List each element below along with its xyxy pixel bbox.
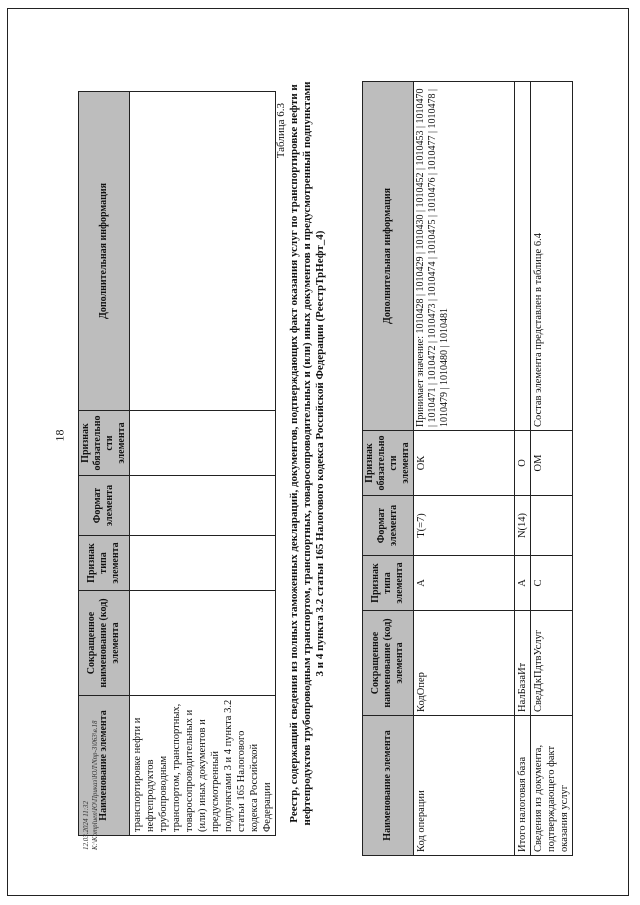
cell-extra: Принимает значение: 1010428 | 1010429 | 1010430 | 1010452 | 1010453 | 1010470 | 1010471 | 1010472 | 1010473 | 1010474 | 1010475 | 1010476 | 1010477 | 1010478 | 1010479 | 1010480 | 1010481 [414, 82, 515, 431]
header-required: Признак обязательности элемента [79, 411, 130, 476]
cell-short: НалБазаИт [515, 611, 531, 716]
cell-format: N(14) [515, 496, 531, 556]
table-row [414, 82, 515, 856]
header-type: Признак типа элемента [363, 556, 414, 611]
cell-required [130, 411, 276, 476]
header-extra: Дополнительная информация [79, 92, 130, 411]
table-header-row [363, 82, 414, 856]
footer-path: К:\Kompluen\Ю\Приказ\ЮЛ\Nпр-З\063\в.18 [91, 720, 99, 850]
header-name: Наименование элемента [363, 716, 414, 856]
header-name: Наименование элемента [79, 696, 130, 836]
rotated-content [70, 81, 570, 856]
cell-extra [130, 92, 276, 411]
cell-type: С [531, 556, 573, 611]
cell-required: ОМ [531, 431, 573, 496]
cell-type: А [414, 556, 515, 611]
cell-format [531, 496, 573, 556]
header-extra: Дополнительная информация [363, 82, 414, 431]
cell-short: СведДкПдтвУслуг [531, 611, 573, 716]
cell-name: транспортировке нефти и нефтепродуктов трубопроводным транспортом, транспортных, товаросопроводительных и (или) иных документов и предусмотренный подпунктами 3 и 4 пункта 3.2 статьи 165 Налогового кодекса Российской Федерации [130, 696, 276, 836]
header-required: Признак обязательности элемента [363, 431, 414, 496]
cell-extra [515, 82, 531, 431]
table-row [515, 82, 531, 856]
continuation-table [78, 91, 276, 836]
registry-table [362, 81, 573, 856]
table-row [531, 82, 573, 856]
table-caption: Таблица 6.3 [275, 103, 287, 159]
footer-timestamp: 12.03.2024 11:32 [82, 800, 90, 850]
header-short: Сокращенное наименование (код) элемента [363, 611, 414, 716]
cell-name: Сведения из документа, подтверждающего факт оказания услуг [531, 716, 573, 856]
table-row [130, 92, 276, 836]
cell-format: T(=7) [414, 496, 515, 556]
cell-required: О [515, 431, 531, 496]
cell-type: А [515, 556, 531, 611]
cell-short: КодОпер [414, 611, 515, 716]
cell-extra: Состав элемента представлен в таблице 6.4 [531, 82, 573, 431]
header-format: Формат элемента [79, 476, 130, 536]
cell-name: Код операции [414, 716, 515, 856]
header-format: Формат элемента [363, 496, 414, 556]
cell-required: ОК [414, 431, 515, 496]
cell-name: Итого налоговая база [515, 716, 531, 856]
table-title: Реестр, содержащий сведения из полных таможенных деклараций, документов, подтверждающих факт оказания услуг по транспортировке нефти и нефтепродуктов трубопроводным транспортом, транспортных, товаросопроводительных и (или) иных документов и предусмотренный подпунктами 3 и 4 пункта 3.2 статьи 165 Налогового кодекса Российской Федерации (РеестрТрНефт_4) [288, 81, 326, 826]
page-number: 18 [52, 429, 67, 442]
document-footer [82, 720, 100, 850]
header-type: Признак типа элемента [79, 536, 130, 591]
header-short: Сокращенное наименование (код) элемента [79, 591, 130, 696]
cell-short [130, 591, 276, 696]
cell-format [130, 476, 276, 536]
cell-type [130, 536, 276, 591]
